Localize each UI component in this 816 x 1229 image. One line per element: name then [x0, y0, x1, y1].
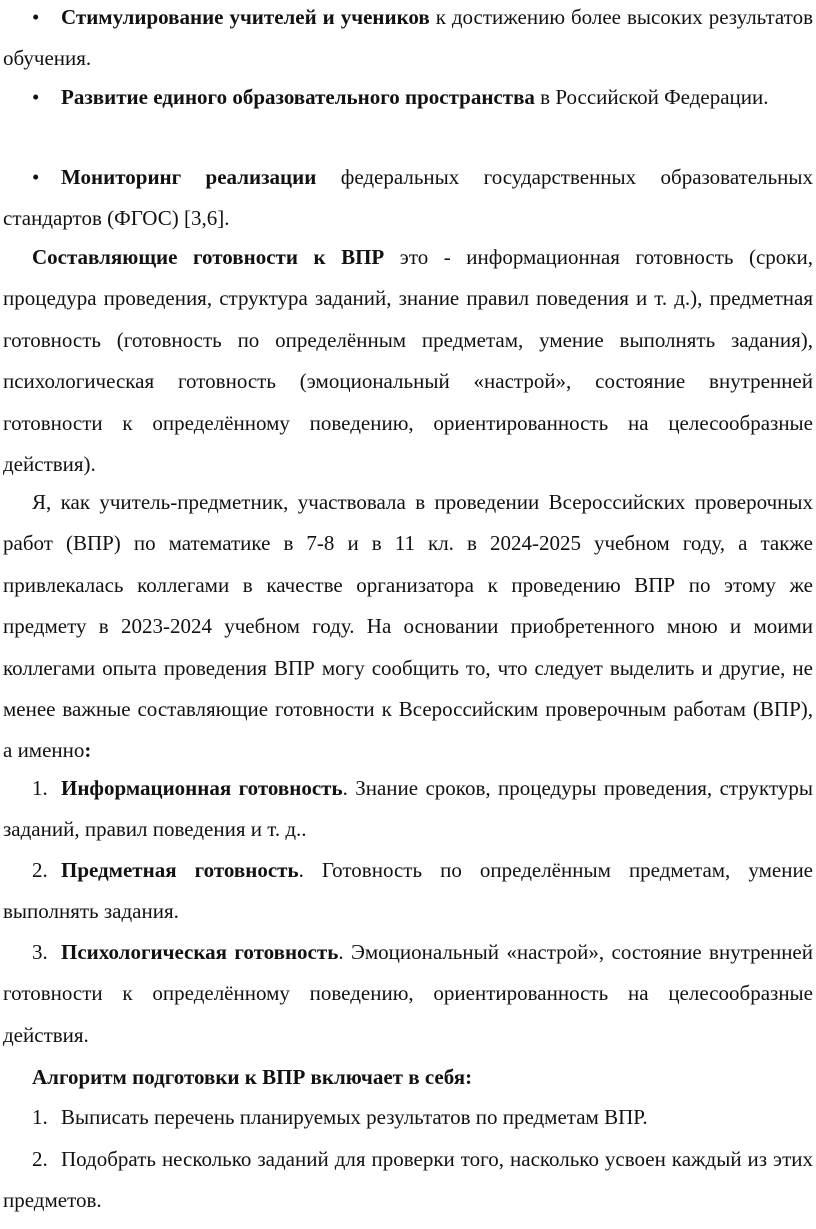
readiness-components-paragraph [3, 237, 813, 485]
list-item-bold: Предметная готовность [61, 858, 299, 882]
readiness-list-item [3, 850, 813, 933]
paragraph-colon: : [84, 738, 92, 763]
readiness-list-item [3, 932, 813, 1056]
list-item-bold: Психологическая готовность [61, 940, 339, 964]
paragraph-bold-lead: Составляющие готовности к ВПР [32, 245, 385, 269]
heading-text: Алгоритм подготовки к ВПР включает в себя: [32, 1065, 473, 1089]
algorithm-heading [3, 1057, 813, 1098]
paragraph-text: это - информационная готовность (сроки, процедура проведения, структура заданий, знание правил поведения и т. д.), предметная готовность (готовность по определённым предметам, умение выполнять задания), психологическая готовность (эмоциональный «настрой», состояние внутренней готовности к определённому поведению, ориентированность на целесообразные действия). [3, 245, 813, 477]
bullet-item [3, 0, 813, 80]
paragraph-text: Я, как учитель-предметник, участвовала в проведении Всероссийских проверочных работ (ВПР) по математике в 7-8 и в 11 кл. в 2024-2025 учебном году, а также привлекалась коллегами в качестве организатора к проведению ВПР по этому же предмету в 2023-2024 учебном году. На основании приобретенного мною и моими коллегами опыта проведения ВПР могу сообщить то, что следует выделить и другие, не менее важные составляющие готовности к Всероссийским проверочным работам (ВПР), а именно [3, 490, 813, 763]
bullet-bold: Стимулирование учителей и учеников [61, 5, 430, 29]
list-number: 1. [32, 1105, 48, 1129]
bullet-bold: Мониторинг реализации [61, 165, 317, 189]
list-item-text: . Знание сроков, процедуры проведения, структуры заданий, правил поведения и т. д.. [3, 776, 813, 842]
experience-paragraph [3, 482, 813, 772]
bullet-item [3, 77, 813, 118]
list-number: 3. [32, 940, 48, 964]
readiness-list-item [3, 768, 813, 851]
list-number: 1. [32, 776, 48, 800]
bullet-bold: Развитие единого образовательного пространства [61, 85, 535, 109]
list-item-text: . Готовность по определённым предметам, умение выполнять задания. [3, 858, 813, 924]
bullet-item [3, 157, 813, 240]
list-item-text: Подобрать несколько заданий для проверки того, насколько усвоен каждый из этих предметов. [3, 1147, 813, 1213]
list-item-text: . Эмоциональный «настрой», состояние внутренней готовности к определённому поведению, ориентированность на целесообразные действия. [3, 940, 813, 1047]
bullet-dot: • [32, 85, 40, 109]
bullet-dot: • [32, 165, 40, 189]
bullet-text: к достижению более высоких результатов обучения. [3, 5, 813, 71]
bullet-text: федеральных государственных образовательных стандартов (ФГОС) [3,6]. [3, 165, 814, 231]
algorithm-list-item [3, 1097, 813, 1138]
list-item-bold: Информационная готовность [61, 776, 343, 800]
list-number: 2. [32, 858, 48, 882]
algorithm-list-item [3, 1139, 813, 1222]
bullet-text: в Российской Федерации. [534, 85, 769, 109]
list-number: 2. [32, 1147, 48, 1171]
bullet-dot: • [32, 5, 40, 29]
list-item-text: Выписать перечень планируемых результатов по предметам ВПР. [61, 1105, 648, 1129]
